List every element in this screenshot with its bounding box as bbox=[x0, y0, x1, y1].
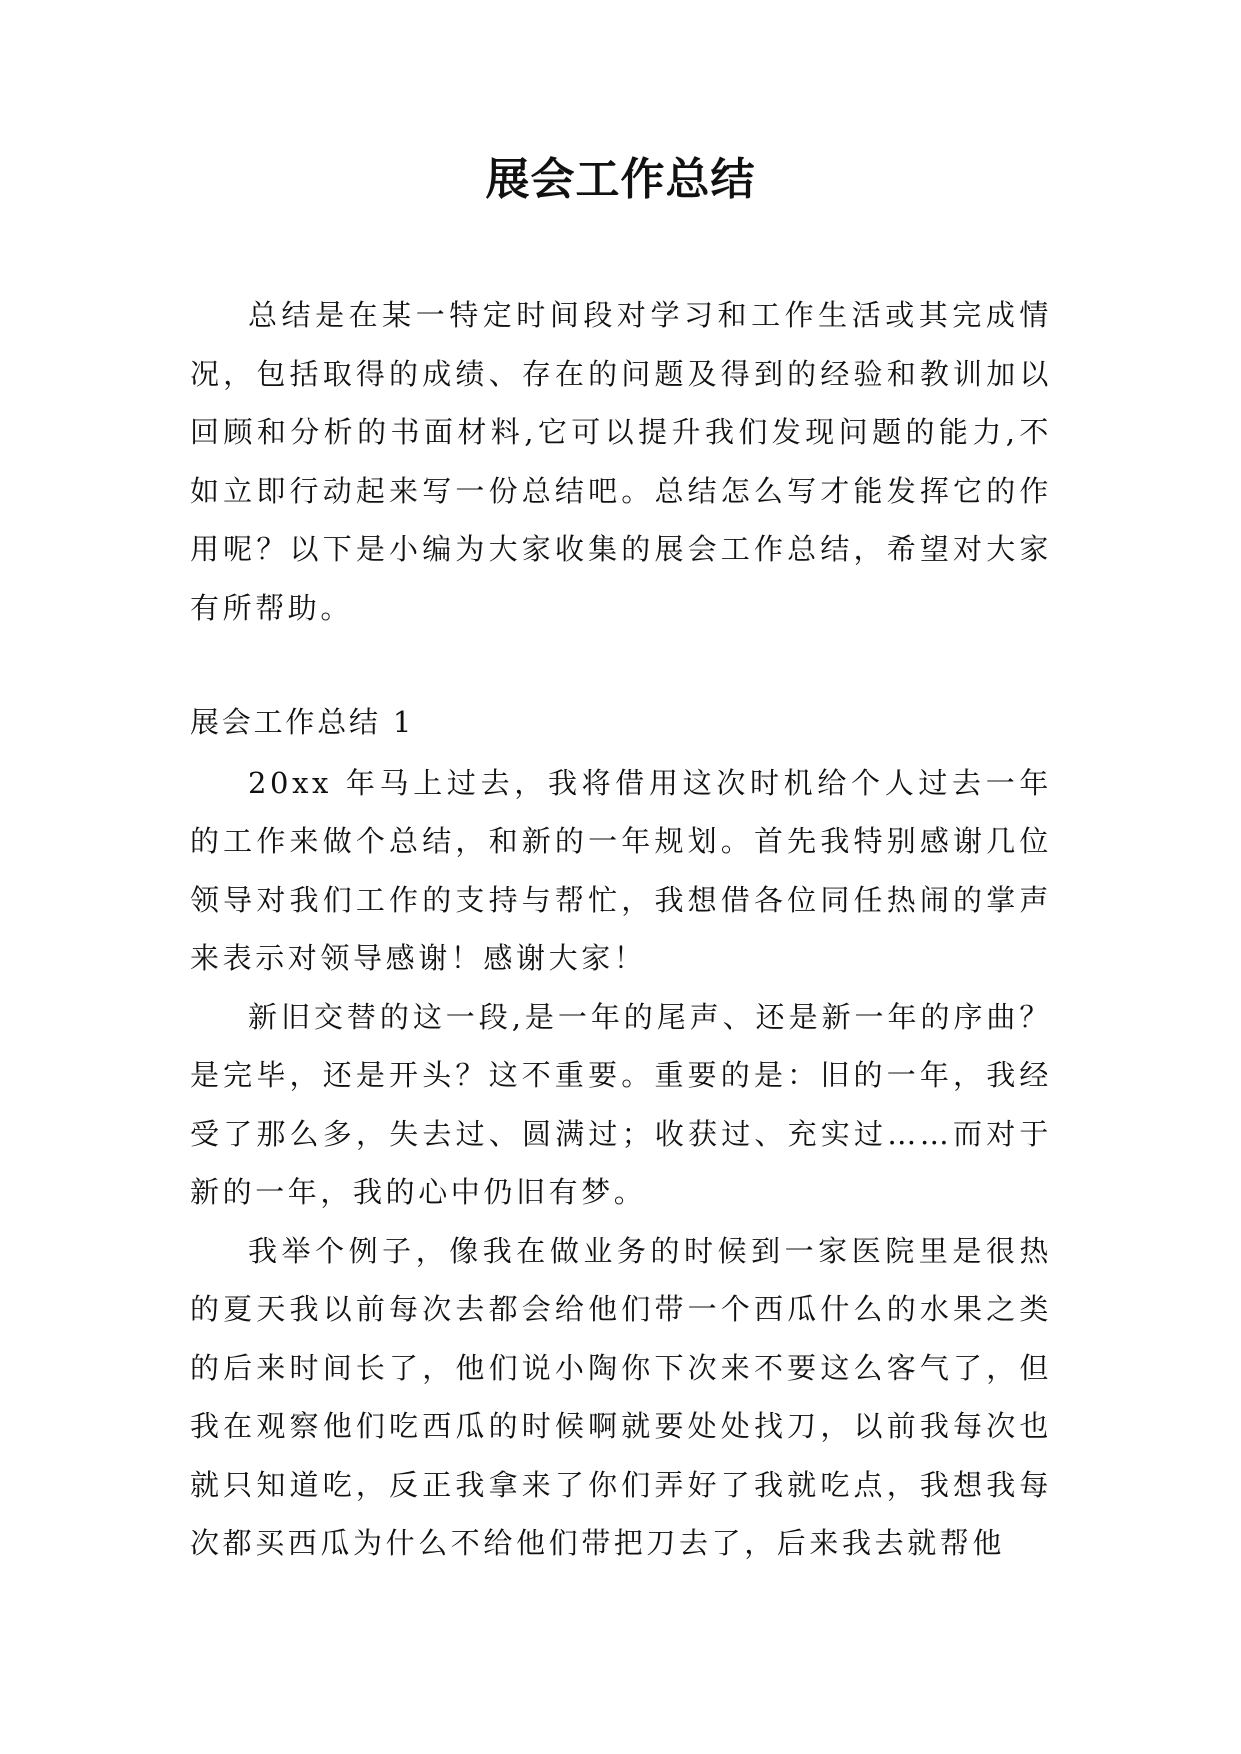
document-title: 展会工作总结 bbox=[485, 154, 756, 205]
content-section bbox=[190, 693, 1052, 1573]
body-paragraph-1: 20xx 年马上过去，我将借用这次时机给个人过去一年的工作来做个总结，和新的一年规划。首先我特别感谢几位领导对我们工作的支持与帮忙，我想借各位同任热闹的掌声来表示对领导感谢！感谢大家！ bbox=[190, 765, 1052, 975]
body-paragraph-2: 新旧交替的这一段,是一年的尾声、还是新一年的序曲？是完毕，还是开头？这不重要。重要的是：旧的一年，我经受了那么多，失去过、圆满过；收获过、充实过……而对于新的一年，我的心中仍旧有梦。 bbox=[190, 999, 1052, 1209]
section-heading: 展会工作总结 1 bbox=[190, 705, 415, 739]
body-paragraph-3: 我举个例子，像我在做业务的时候到一家医院里是很热的夏天我以前每次去都会给他们带一个西瓜什么的水果之类的后来时间长了，他们说小陶你下次来不要这么客气了，但我在观察他们吃西瓜的时候啊就要处处找刀，以前我每次也就只知道吃，反正我拿来了你们弄好了我就吃点，我想我每次都买西瓜为什么不给他们带把刀去了，后来我去就帮他 bbox=[190, 1233, 1052, 1560]
intro-paragraph: 总结是在某一特定时间段对学习和工作生活或其完成情况，包括取得的成绩、存在的问题及得到的经验和教训加以回顾和分析的书面材料,它可以提升我们发现问题的能力,不如立即行动起来写一份总结吧。总结怎么写才能发挥它的作用呢？以下是小编为大家收集的展会工作总结，希望对大家有所帮助。 bbox=[190, 298, 1052, 625]
intro-section bbox=[190, 286, 1052, 637]
